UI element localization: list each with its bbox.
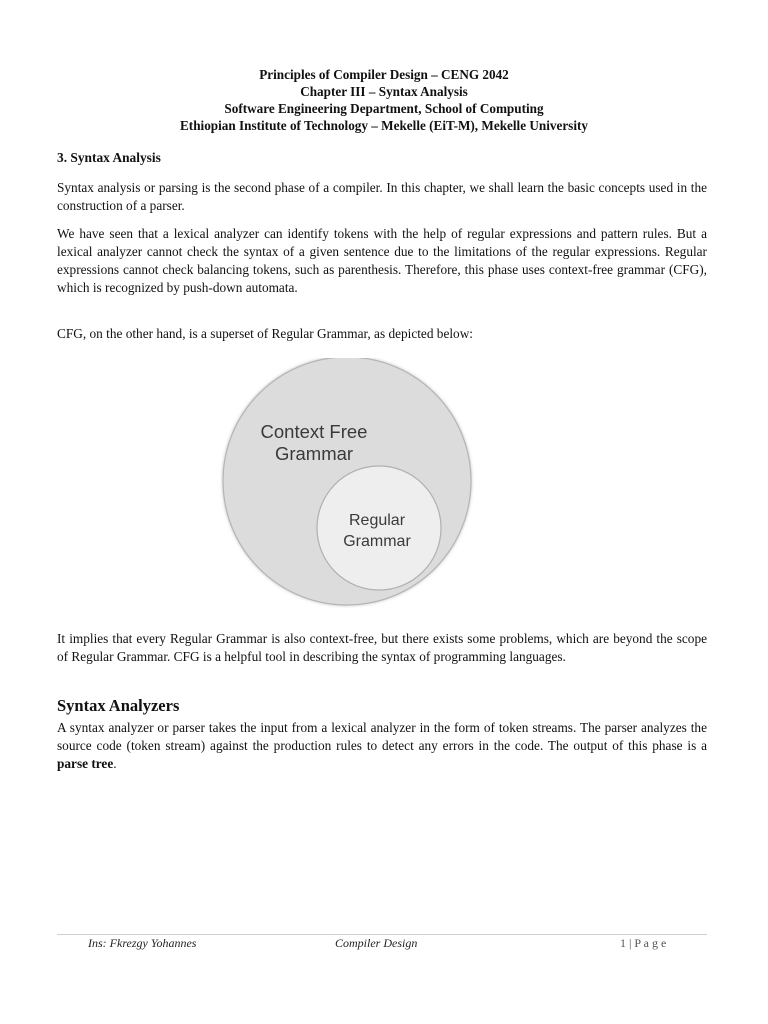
regular-label-line2: Grammar: [343, 533, 411, 550]
intro-paragraph: Syntax analysis or parsing is the second phase of a compiler. In this chapter, we shall learn the basic concepts used in the construction of a parser.: [57, 180, 707, 213]
regular-label-line1: Regular: [348, 512, 406, 529]
syntax-analyzers-heading: Syntax Analyzers: [57, 696, 180, 715]
institution-line: Ethiopian Institute of Technology – Mekelle (EiT-M), Mekelle University: [180, 118, 588, 133]
parser-text: A syntax analyzer or parser takes the input from a lexical analyzer in the form of token streams. The parser analyzes the source code (token stream) against the production rules to detect any errors in the code. The output of this phase is a: [57, 720, 707, 753]
department-line: Software Engineering Department, School of Computing: [224, 101, 544, 116]
footer-divider: [57, 934, 707, 935]
document-header: [0, 66, 768, 134]
parse-tree-term: parse tree: [57, 756, 114, 771]
parser-text-end: .: [113, 756, 117, 771]
syntax-analyzer-paragraph: [57, 719, 707, 773]
implies-paragraph: It implies that every Regular Grammar is also context-free, but there exists some problems, which are beyond the scope of Regular Grammar. CFG is a helpful tool in describing the syntax of programming languages.: [57, 631, 707, 664]
section-title: 3. Syntax Analysis: [57, 150, 161, 165]
course-title: Principles of Compiler Design – CENG 2042: [259, 67, 509, 82]
footer-page-number: 1 | P a g e: [620, 936, 667, 950]
chapter-title: Chapter III – Syntax Analysis: [300, 84, 468, 99]
footer-course: Compiler Design: [335, 936, 418, 950]
lexical-paragraph: We have seen that a lexical analyzer can identify tokens with the help of regular expressions and pattern rules. But a lexical analyzer cannot check the syntax of a given sentence due to the limitations of the regular expressions. Regular expressions cannot check balancing tokens, such as parenthesis. Therefore, this phase uses context-free grammar (CFG), which is recognized by push-down automata.: [57, 226, 707, 295]
footer-instructor: Ins: Fkrezgy Yohannes: [88, 936, 197, 950]
cfg-superset-paragraph: CFG, on the other hand, is a superset of Regular Grammar, as depicted below:: [57, 326, 473, 341]
cfg-label-line2: Grammar: [274, 443, 354, 464]
cfg-venn-diagram: [220, 358, 480, 608]
cfg-label-line1: Context Free: [260, 421, 368, 442]
